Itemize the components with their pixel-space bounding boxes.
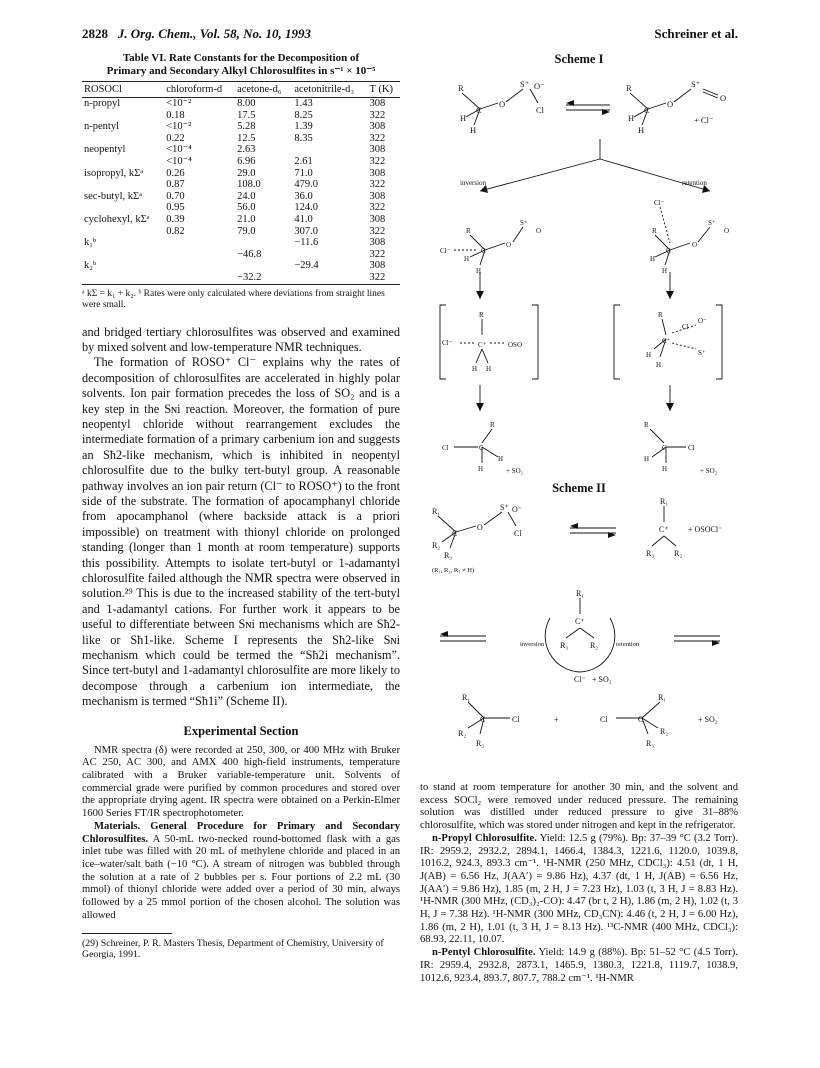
atom-label: S⁺ [691,79,701,89]
atom-label: S⁺ [520,219,528,227]
paragraph-run-in-head: Materials. General Procedure for Primary and Secondary Chlorosulfites. [82,820,400,845]
right-column [420,52,738,1052]
table-cell: 8.00 [237,98,256,109]
table-row [82,168,400,180]
table-cell: 308 [369,167,386,179]
table-cell: 79.0 [237,225,256,237]
table-cell: cyclohexyl, kΣᵃ [84,213,150,225]
table-cell: 8.35 [294,132,313,144]
atom-label: H [628,113,635,123]
atom-label: R [466,227,471,235]
table-cell: 5.28 [237,121,256,133]
table-cell [82,272,164,284]
col-header: ROSOCl [82,82,164,98]
table-cell: 308 [369,98,386,109]
table-cell [164,260,235,272]
atom-label: R₃ [646,739,655,748]
atom-label: C⁺ [575,617,585,626]
atom-label: R₃ [476,739,485,748]
running-head [82,26,738,44]
table-cell: isopropyl, kΣᵃ [84,167,144,179]
atom-label: C⁺ [478,341,487,349]
table-cell: 0.18 [166,109,185,121]
table-header-row [82,82,400,98]
table-cell: 29.0 [237,167,256,179]
scheme1-title: Scheme I [554,52,604,66]
atom-label: H [662,465,668,473]
atom-label: R₁ [658,693,667,702]
table-row [82,98,400,110]
table-cell: 322 [369,179,386,191]
table-cell: 124.0 [294,202,318,214]
atom-label: R₁ [462,693,471,702]
atom-label: O [536,227,542,235]
table-cell: <10⁻⁴ [166,144,192,156]
section-heading: Experimental Section [183,723,299,738]
so2-label: + SO₂ [506,467,524,475]
substituent-note: (R₁, R₂, R₃ ≠ H) [432,567,475,574]
experimental-text-right [420,782,738,985]
atom-label: H [656,361,662,369]
running-head-left [82,26,311,42]
table-cell: 1.39 [294,121,313,133]
paragraph: NMR spectra (δ) were recorded at 250, 300, or 400 MHz with Bruker AC 250, AC 300, and AMX 400 high-field instruments, temperature calibrated with a Bruker variable-temperature unit. Solvents of commercial grade were purified by common procedures and stored over the appropriate drying agent. IR spectra were obtained on a Perkin-Elmer 1600 Series FT/IR spectrophotometer. [82,744,400,820]
table-cell [164,237,235,249]
atom-label: H [476,267,482,275]
atom-label: R [479,311,484,319]
atom-label: C [638,715,644,724]
table-cell [292,272,367,284]
table-cell: 322 [369,109,386,121]
paragraph-run-in-head: n-Propyl Chlorosulfite. [432,832,537,844]
table-cell: 2.61 [294,155,313,167]
table-row [82,156,400,168]
paragraph [420,947,738,985]
table-cell [82,179,164,191]
atom-label: Cl [682,323,689,331]
table-cell: 0.87 [166,179,185,191]
atom-label: S⁺ [500,503,509,512]
retention-label: retention [616,641,640,648]
table-cell: n-pentyl [84,121,119,133]
atom-label: R₂ [590,641,599,650]
table-cell: 0.82 [166,225,185,237]
cl-minus-label: + Cl⁻ [694,115,714,125]
table-caption-line2: Primary and Secondary Alkyl Chlorosulfites in s⁻¹ × 10⁻⁵ [106,65,376,77]
atom-label: R [626,83,632,93]
atom-label: C [479,444,484,452]
table-cell: 322 [369,155,386,167]
table-row [82,249,400,261]
atom-label: Cl [442,444,449,452]
atom-label: R₂ [674,549,683,558]
atom-label: Cl⁻ [574,675,586,684]
paragraph [420,833,738,947]
table-cell: 322 [368,272,400,284]
atom-label: H [650,255,656,263]
table-row [82,179,400,191]
table-cell: 2.63 [237,144,256,156]
table-cell [292,249,367,261]
table-cell: n-propyl [84,98,121,109]
author-line: Schreiner et al. [654,26,738,41]
table-footnote: ᵃ kΣ = k₁ + k₂. ᵇ Rates were only calculated where deviations from straight lines were small. [82,288,385,310]
paragraph-text: Yield: 12.5 g (79%). Bp: 37–39 °C (3.2 Torr). IR: 2959.2, 2932.2, 2894.1, 1466.4, 1384.3, 1221.6, 1120.0, 1039.8, 1016.2, 924.3, 893.3 cm⁻¹. ¹H-NMR (250 MHz, CDCl₃): 4.51 (dt, 1 H, J(AB) = 6.56 Hz, J(AA′) = 9.86 Hz), 4.37 (dt, 1 H, J(AB) = 6.56 Hz, J(AA′) = 9.86 Hz), 1.85 (m, 2 H, J = 7.23 Hz), 1.03 (t, 3 H, J = 8.83 Hz). ¹H-NMR (300 MHz, (CD₃)₂-CO): 4.47 (br t, 2 H), 1.86 (m, 2 H), 1.02 (t, 3 H, J = 7.38 Hz). ¹H-NMR (300 MHz, CD₃CN): 4.46 (t, 2 H, J = 6.00 Hz), 1.86 (m, 2 H), 1.01 (t, 3 H, J = 8.13 Hz). ¹³C-NMR (400 MHz, CDCl₃): 68.93, 22.11, 10.07. [420,832,738,946]
atom-label: Cl⁻ [654,199,665,207]
table-cell [164,272,235,284]
table-cell: <10⁻² [166,98,192,109]
atom-label: Cl [512,715,520,724]
atom-label: H [486,365,492,373]
table-cell: 1.43 [294,98,313,109]
atom-label: Cl [688,444,695,452]
experimental-text [82,745,400,923]
table-cell: −46.8 [237,248,262,260]
table-caption [82,52,400,78]
paragraph: The formation of ROSO⁺ Cl⁻ explains why the rates of decomposition of chlorosulfites are accelerated in highly polar solvents. Ion pair formation precedes the loss of SO₂ and is a key step in the Sɴi reaction. Moreover, the formation of pure neopentyl chloride without rearrangement excludes the intermediate formation of a primary carbenium ion and suggests an Sħ2-like mechanism, which is inhibited in neopentyl chlorosulfite due to the bulky tert-butyl group. A reasonable pathway involves an ion pair return (Cl⁻ to ROSO⁺) to the front side of the substrate. The formation of apocamphanyl chloride from apocamphanol (where backside attack is a priori impossible) on treatment with thionyl chloride on prolonged standing (longer than 1 month at room temperature) supports this possibility. Attempts to isolate tert-butyl or 1-adamantyl chlorosulfite failed although the NMR spectra were observed in solution.²⁹ This is due to the increased stability of the tert-butyl and 1-adamantyl cations. For further work it appears to be useful to differentiate between Sɴi mechanisms which are Sħ2-like or Sħ1-like. Scheme I represents the Sħ2-like Sɴi mechanism which could be termed the “Sħ2i mechanism”. Since tert-butyl and 1-adamantyl chlorosulfite are more likely to decompose through a carbenium ion intermediate, the mechanism is termed “Sħ1i” (Scheme II). [82,355,400,709]
atom-label: OSO [508,341,523,349]
paragraph [82,821,400,923]
table-cell: 308 [369,260,386,272]
table-cell [82,133,164,145]
table-cell: 0.39 [166,213,185,225]
atom-label: C [480,715,486,724]
table-row [82,272,400,284]
table-row [82,226,400,238]
atom-label: O [720,93,727,103]
atom-label: O [667,99,674,109]
atom-label: R₁ [432,507,441,516]
table-cell: 56.0 [237,202,256,214]
left-column [82,52,400,1052]
table-cell: sec-butyl, kΣᵃ [84,190,142,202]
table-cell [235,237,292,249]
atom-label: H [472,365,478,373]
atom-label: O [499,99,506,109]
journal-citation: J. Org. Chem., Vol. 58, No. 10, 1993 [117,26,311,41]
atom-label: C [481,247,486,255]
scheme2-title: Scheme II [552,481,606,495]
table-cell: 322 [369,225,386,237]
atom-label: O [724,227,730,235]
col-header: acetonitrile-d₃ [292,82,367,98]
atom-label: O⁻ [698,317,707,325]
atom-label: O⁻ [512,505,522,514]
atom-label: C [644,105,650,115]
body-text-left [82,325,400,710]
table-cell [82,156,164,168]
so2-label: + SO₂ [698,715,718,724]
atom-label: O [477,523,483,532]
atom-label: H [638,125,645,135]
paragraph: and bridged tertiary chlorosulfites was observed and examined by mixed solvent and low-temperature NMR techniques. [82,324,400,354]
table-cell: −29.4 [294,260,319,272]
so2-label: + SO₂ [592,675,612,684]
table-body [82,98,400,285]
inversion-label: inversion [460,179,487,187]
paragraph-run-in-head: n-Pentyl Chlorosulfite. [432,947,536,959]
table-cell: 307.0 [294,225,318,237]
atom-label: C [476,105,482,115]
table-cell: k₂ᵇ [84,260,97,272]
atom-label: H [460,113,467,123]
table-row [82,133,400,145]
atom-label: S⁺ [520,79,530,89]
atom-label: R [458,83,464,93]
table-cell: 308 [369,121,386,133]
atom-label: Cl⁻ [440,247,451,255]
table-cell: 0.26 [166,167,185,179]
table-row [82,202,400,214]
table-cell: −32.2 [235,272,292,284]
page-number: 2828 [82,26,108,41]
table-cell: 308 [369,237,386,249]
retention-label: retention [682,179,707,187]
atom-label: S⁺ [708,219,716,227]
table-cell: 322 [369,248,386,260]
table-cell: <10⁻⁴ [166,155,192,167]
paragraph: to stand at room temperature for another 30 min, and the solvent and excess SOCl₂ were removed under reduced pressure. The remaining solution was distilled under reduced pressure to give 31–88% chlorosulfite, which was stored under nitrogen and kept in the refrigerator. [420,782,738,832]
table-row [82,237,400,249]
table-cell: 0.95 [166,202,185,214]
atom-label: Cl⁻ [442,339,453,347]
reference-29: (29) Schreiner, P. R. Masters Thesis, Department of Chemistry, University of Georgia, 1991. [82,937,384,960]
atom-label: C [666,247,671,255]
atom-label: Cl [536,105,545,115]
table-cell: neopentyl [84,144,126,156]
atom-label: R₃ [560,641,569,650]
table-cell [82,202,164,214]
atom-label: H [464,255,470,263]
atom-label: R₂ [432,541,441,550]
atom-label: O⁻ [534,81,545,91]
atom-label: Cl [600,715,608,724]
scheme1-diagram [420,67,738,477]
atom-label: R [644,421,649,429]
table-cell: 308 [369,190,386,202]
table-cell [82,110,164,122]
table-row [82,191,400,203]
table-cell: k₁ᵇ [84,237,97,249]
paragraph-text: A 50-mL two-necked round-bottomed flask with a gas inlet tube was filled with 20 mL of methylene chloride and placed in an ice–water/salt bath (−10 °C). A stream of nitrogen was bubbled through the solution at a rate of 2 bubbles per s. Four portions of 2.2 mL (30 mmol) of thionyl chloride were added over a period of 30 min, always followed by a 25 mmol portion of the chosen alcohol. The solution was allowed [82,833,400,921]
table-cell: 8.25 [294,109,313,121]
table-cell: 308 [369,213,386,225]
table-row [82,260,400,272]
rate-constant-table [82,81,400,285]
atom-label: Cl [514,529,522,538]
paragraph-text: Yield: 14.9 g (88%). Bp: 51–52 °C (4.5 Torr). IR: 2959.4, 2932.8, 2873.1, 1465.9, 1380.3, 1221.8, 1119.7, 1038.9, 1012.6, 923.4, 893.7, 807.7, 788.2 cm⁻¹. ¹H-NMR [420,947,738,984]
table-row [82,144,400,156]
atom-label: C⁺ [662,337,671,345]
table-cell: 41.0 [294,213,313,225]
atom-label: H [478,465,484,473]
atom-label: H [662,267,668,275]
table-cell: 0.22 [166,132,185,144]
atom-label: S⁺ [698,349,706,357]
atom-label: R₂ [660,727,669,736]
table-row [82,121,400,133]
atom-label: C⁺ [659,525,669,534]
table-caption-line1: Table VI. Rate Constants for the Decomposition of [122,52,360,64]
atom-label: R₁ [660,497,669,506]
table-cell: −11.6 [294,237,319,249]
table-cell: 108.0 [237,179,261,191]
atom-label: R₁ [576,589,585,598]
col-header: acetone-d₆ [235,82,292,98]
table-cell [292,144,367,156]
atom-label: R [490,421,495,429]
atom-label: C [662,444,667,452]
table-cell: 0.70 [166,190,185,202]
table-row [82,110,400,122]
table-cell [164,249,235,261]
col-header: chloroform-d [164,82,235,98]
atom-label: H [470,125,477,135]
atom-label: O [506,241,512,249]
atom-label: R₃ [444,551,453,560]
table-cell: 24.0 [237,190,256,202]
atom-label: R₂ [458,729,467,738]
atom-label: R [658,311,663,319]
table-cell: 17.5 [237,109,256,121]
col-header: T (K) [368,82,400,98]
table-cell: 308 [369,144,386,156]
atom-label: C [452,529,458,538]
atom-label: H [498,455,504,463]
so2-label: + SO₂ [700,467,718,475]
atom-label: R₃ [646,549,655,558]
table-cell: 6.96 [237,155,256,167]
table-cell: 71.0 [294,167,313,179]
table-cell [82,249,164,261]
table-cell: 479.0 [294,179,318,191]
atom-label: O [692,241,698,249]
table-cell: 36.0 [294,190,313,202]
table-cell: 21.0 [237,213,256,225]
osocl-label: + OSOCl⁻ [688,525,723,534]
footnote-rule [82,933,172,934]
inversion-label: inversion [520,641,545,648]
atom-label: H [646,351,652,359]
atom-label: R [652,227,657,235]
table-cell: 12.5 [237,132,256,144]
table-cell: 322 [369,202,386,214]
atom-label: H [644,455,650,463]
table-cell [82,226,164,238]
table-cell: 322 [369,132,386,144]
table-cell [235,260,292,272]
table-cell: <10⁻² [166,121,192,133]
scheme2-diagram [420,496,738,776]
table-row [82,214,400,226]
plus-sign: + [554,715,559,724]
